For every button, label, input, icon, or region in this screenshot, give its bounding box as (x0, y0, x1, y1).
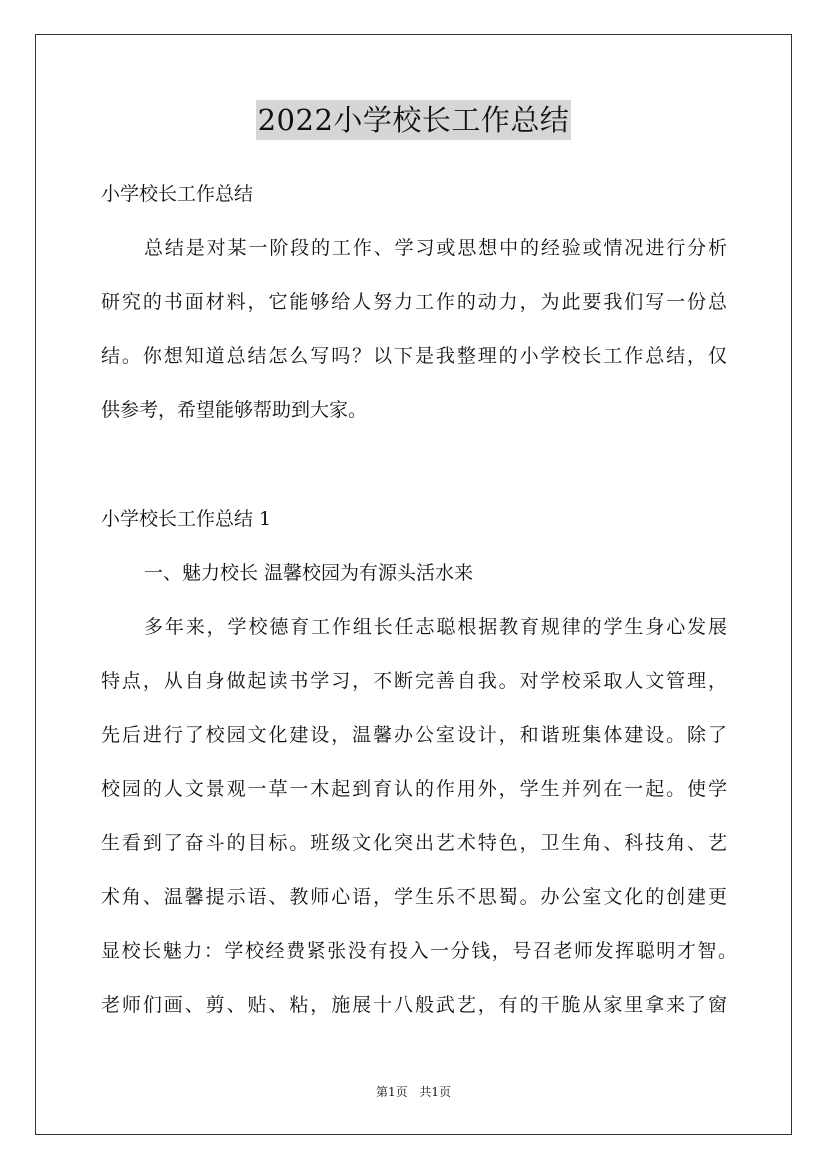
body-line: 术角、温馨提示语、教师心语，学生乐不思蜀。办公室文化的创建更 (101, 886, 727, 908)
body-line: 生看到了奋斗的目标。班级文化突出艺术特色，卫生角、科技角、艺 (101, 832, 727, 854)
document-title: 2022小学校长工作总结 (256, 100, 572, 140)
intro-line: 结。你想知道总结怎么写吗？以下是我整理的小学校长工作总结，仅 (101, 345, 727, 367)
document-title-wrap (0, 100, 827, 140)
body-line: 校园的人文景观一草一木起到育认的作用外，学生并列在一起。使学 (101, 778, 727, 800)
intro-line: 总结是对某一阶段的工作、学习或思想中的经验或情况进行分析 (144, 237, 727, 259)
body-line: 老师们画、剪、贴、粘，施展十八般武艺，有的干脆从家里拿来了窗 (101, 994, 727, 1016)
section-heading: 小学校长工作总结 1 (101, 508, 272, 530)
body-line: 多年来，学校德育工作组长任志聪根据教育规律的学生身心发展 (144, 616, 727, 638)
body-line: 先后进行了校园文化建设，温馨办公室设计，和谐班集体建设。除了 (101, 724, 727, 746)
page-footer (0, 1083, 827, 1100)
body-line: 显校长魅力：学校经费紧张没有投入一分钱，号召老师发挥聪明才智。 (101, 940, 737, 962)
page-total: 共1页 (419, 1085, 452, 1099)
subheading: 一、魅力校长 温馨校园为有源头活水来 (144, 562, 474, 584)
body-line: 特点，从自身做起读书学习，不断完善自我。对学校采取人文管理， (101, 670, 727, 692)
intro-line: 研究的书面材料，它能够给人努力工作的动力，为此要我们写一份总 (101, 291, 727, 313)
intro-line: 供参考，希望能够帮助到大家。 (101, 399, 368, 421)
subtitle: 小学校长工作总结 (101, 183, 254, 205)
page-number: 第1页 (375, 1085, 408, 1099)
